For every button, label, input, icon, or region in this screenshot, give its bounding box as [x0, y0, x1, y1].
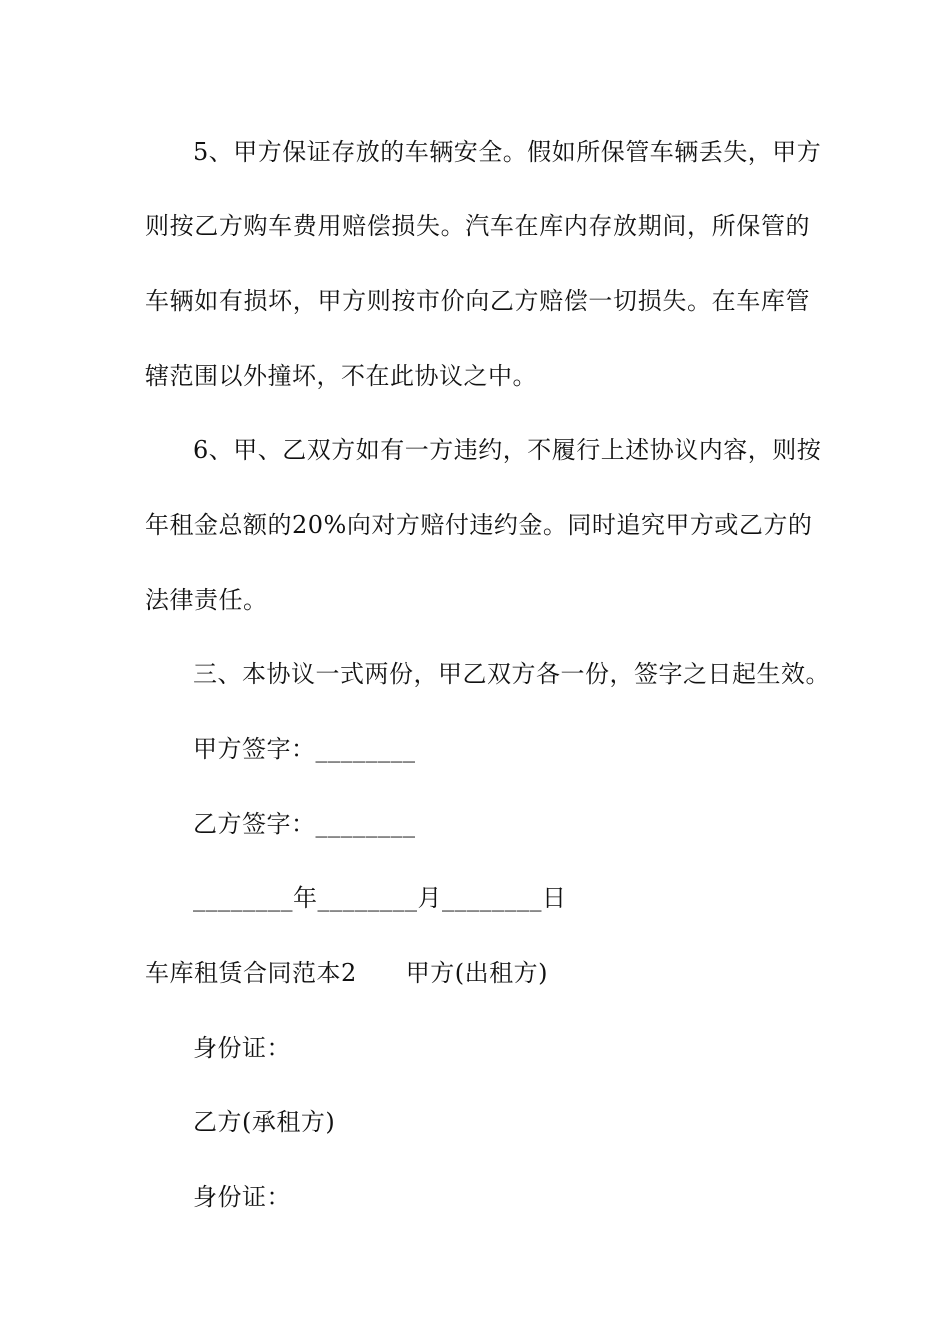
clause-5-line-1: 5、甲方保证存放的车辆安全。假如所保管车辆丢失，甲方: [193, 138, 822, 166]
signing-date: ________年________月________日: [193, 884, 567, 912]
clause-5-line-2: 则按乙方购车费用赔偿损失。汽车在库内存放期间，所保管的: [145, 212, 810, 240]
clause-three: 三、本协议一式两份，甲乙双方各一份，签字之日起生效。: [193, 660, 830, 688]
contract-2-heading: 车库租赁合同范本2 甲方(出租方): [145, 959, 548, 987]
party-a-id-card: 身份证：: [193, 1034, 291, 1062]
party-b-lessee: 乙方(承租方): [193, 1108, 336, 1136]
clause-5-line-3: 车辆如有损坏，甲方则按市价向乙方赔偿一切损失。在车库管: [145, 287, 810, 315]
clause-6-line-1: 6、甲、乙双方如有一方违约，不履行上述协议内容，则按: [193, 436, 822, 464]
clause-6-line-3: 法律责任。: [145, 586, 268, 614]
party-b-signature: 乙方签字：________: [193, 810, 416, 838]
clause-5-line-4: 辖范围以外撞坏，不在此协议之中。: [145, 362, 537, 390]
party-b-id-card: 身份证：: [193, 1183, 291, 1211]
party-a-signature: 甲方签字：________: [193, 735, 416, 763]
clause-6-line-2: 年租金总额的20%向对方赔付违约金。同时追究甲方或乙方的: [145, 511, 813, 539]
